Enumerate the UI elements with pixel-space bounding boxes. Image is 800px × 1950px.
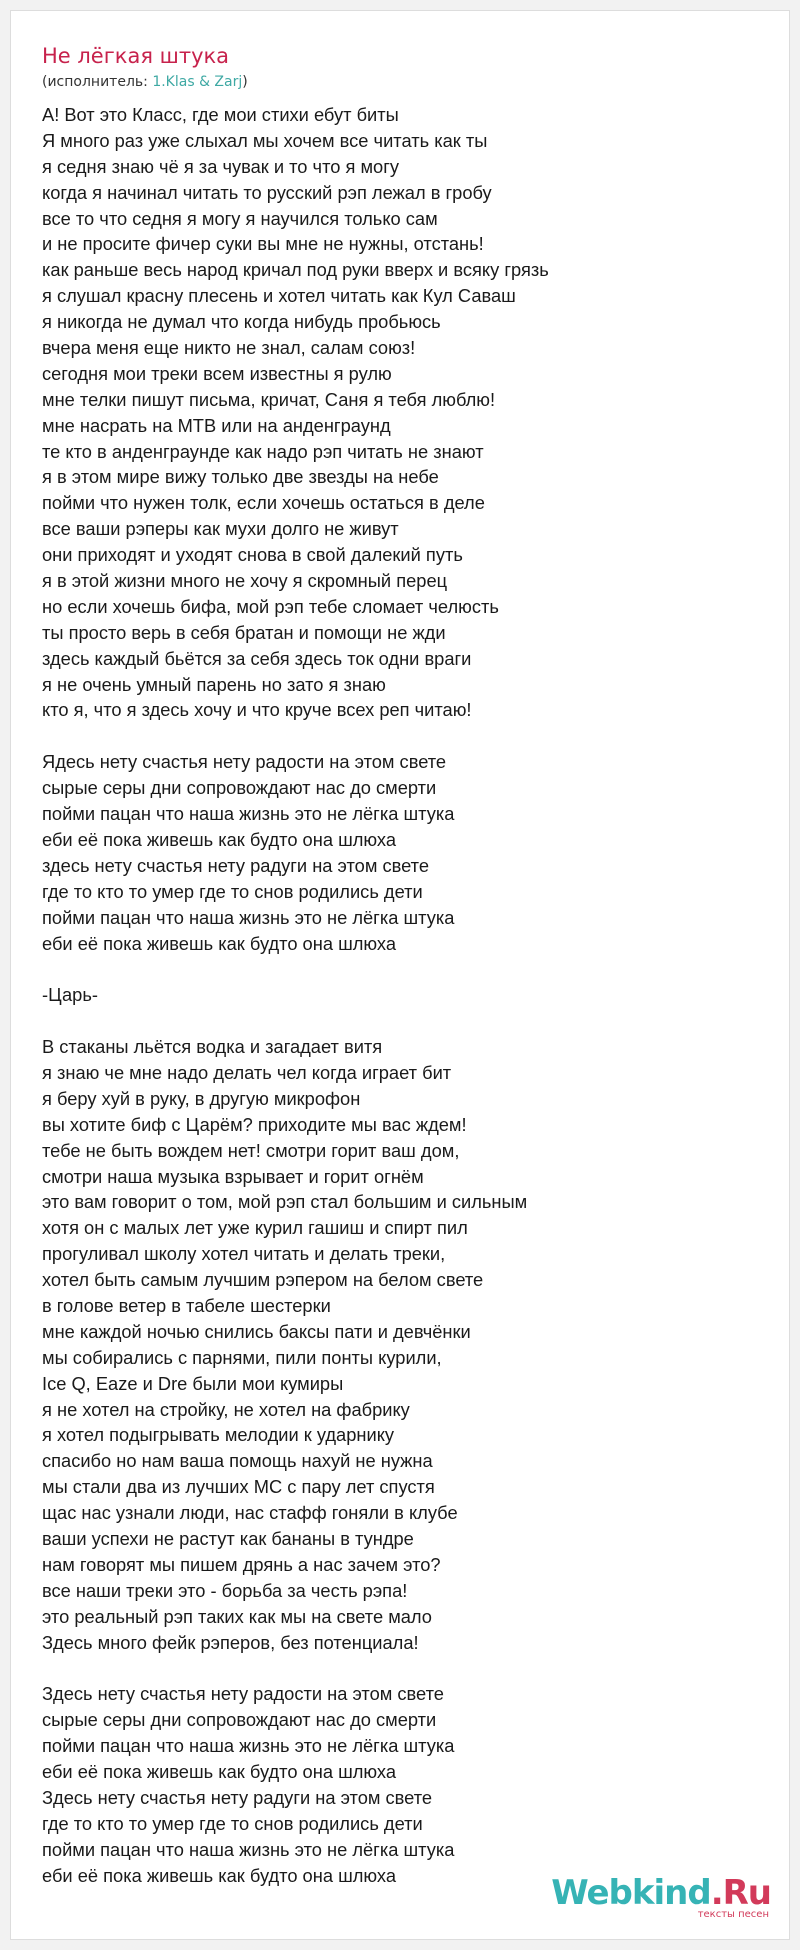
- lyric-line: все ваши рэперы как мухи долго не живут: [42, 518, 399, 540]
- lyric-line: еби её пока живешь как будто она шлюха: [42, 1864, 397, 1886]
- lyric-line: я никогда не думал что когда нибудь пробьюсь: [42, 311, 441, 333]
- lyric-line: сегодня мои треки всем известны я рулю: [42, 362, 392, 384]
- artist-link[interactable]: 1.Klas & Zarj: [152, 74, 243, 90]
- lyric-line: но если хочешь бифа, мой рэп тебе сломает челюсть: [42, 595, 499, 617]
- lyric-line: я в этой жизни много не хочу я скромный перец: [42, 570, 448, 592]
- lyric-line: мы собирались с парнями, пили понты курили,: [42, 1346, 442, 1368]
- lyric-line: я седня знаю чё я за чувак и то что я могу: [42, 155, 400, 177]
- lyric-line: те кто в анденграунде как надо рэп читать не знают: [42, 440, 484, 462]
- artist-line: [42, 73, 248, 91]
- lyric-line: В стаканы льётся водка и загадает витя: [42, 1036, 383, 1058]
- lyric-line: когда я начинал читать то русский рэп лежал в гробу: [42, 181, 492, 203]
- lyric-line: и не просите фичер суки вы мне не нужны, отстань!: [42, 233, 484, 255]
- lyric-line: как раньше весь народ кричал под руки вверх и всяку грязь: [42, 259, 549, 281]
- lyric-line: еби её пока живешь как будто она шлюха: [42, 932, 397, 954]
- lyric-line: хотел быть самым лучшим рэпером на белом свете: [42, 1269, 484, 1291]
- lyric-line: это реальный рэп таких как мы на свете мало: [42, 1605, 432, 1627]
- lyric-line: мы стали два из лучших МС с пару лет спустя: [42, 1476, 435, 1498]
- logo-tagline: тексты песен: [697, 1909, 769, 1920]
- lyric-line: ты просто верь в себя братан и помощи не жди: [42, 621, 446, 643]
- lyric-line: кто я, что я здесь хочу и что круче всех реп читаю!: [42, 699, 472, 721]
- lyric-line: они приходят и уходят снова в свой далекий путь: [42, 544, 463, 566]
- lyric-line: смотри наша музыка взрывает и горит огнём: [42, 1165, 424, 1187]
- lyric-line: Здесь нету счастья нету радости на этом свете: [42, 1683, 444, 1705]
- lyric-line: я беру хуй в руку, в другую микрофон: [42, 1087, 361, 1109]
- lyric-line: я не хотел на стройку, не хотел на фабрику: [42, 1398, 410, 1420]
- logo-name: Webkind: [551, 1873, 711, 1913]
- lyric-line: тебе не быть вождем нет! смотри горит ваш дом,: [42, 1139, 460, 1161]
- lyric-line: Здесь много фейк рэперов, без потенциала!: [42, 1631, 419, 1653]
- lyric-line: -Царь-: [42, 984, 98, 1006]
- lyric-line: еби её пока живешь как будто она шлюха: [42, 1761, 397, 1782]
- lyric-line: щас нас узнали люди, нас стафф гоняли в клубе: [42, 1502, 458, 1524]
- lyric-line: здесь каждый бьётся за себя здесь ток одни враги: [42, 647, 472, 669]
- lyric-line: еби её пока живешь как будто она шлюха: [42, 828, 397, 850]
- lyric-line: хотя он с малых лет уже курил гашиш и спирт пил: [42, 1217, 468, 1239]
- artist-prefix: (исполнитель:: [42, 74, 153, 90]
- lyric-line: А! Вот это Класс, где мои стихи ебут биты: [42, 104, 399, 125]
- lyric-line: Я много раз уже слыхал мы хочем все читать как ты: [42, 129, 488, 151]
- lyric-line: где то кто то умер где то снов родились дети: [42, 880, 423, 902]
- lyrics-body: [42, 102, 762, 1888]
- lyric-line: мне насрать на МТВ или на анденграунд: [42, 414, 391, 436]
- lyric-blank-line: [42, 1655, 762, 1681]
- lyric-line: я хотел подыгрывать мелодии к ударнику: [42, 1424, 395, 1446]
- lyric-line: пойми пацан что наша жизнь это не лёгка штука: [42, 1838, 455, 1860]
- lyric-line: мне телки пишут письма, кричат, Саня я тебя люблю!: [42, 388, 496, 410]
- song-title: Не лёгкая штука: [42, 44, 230, 68]
- lyric-line: где то кто то умер где то снов родились дети: [42, 1812, 423, 1834]
- lyric-line: это вам говорит о том, мой рэп стал большим и сильным: [42, 1191, 528, 1213]
- lyric-line: я знаю че мне надо делать чел когда играет бит: [42, 1061, 452, 1083]
- lyric-line: пойми пацан что наша жизнь это не лёгка штука: [42, 906, 455, 928]
- lyric-blank-line: [42, 956, 762, 982]
- lyric-line: я в этом мире вижу только две звезды на небе: [42, 466, 439, 488]
- lyric-line: пойми что нужен толк, если хочешь остаться в деле: [42, 492, 485, 514]
- lyric-line: Ядесь нету счастья нету радости на этом свете: [42, 751, 447, 773]
- lyric-line: я не очень умный парень но зато я знаю: [42, 673, 386, 695]
- logo-wordmark: [551, 1875, 771, 1911]
- lyric-line: все то что седня я могу я научился только сам: [42, 207, 438, 229]
- lyric-line: прогуливал школу хотел читать и делать треки,: [42, 1243, 446, 1265]
- lyric-line: в голове ветер в табеле шестерки: [42, 1294, 331, 1316]
- lyric-blank-line: [42, 1008, 762, 1034]
- lyric-line: вчера меня еще никто не знал, салам союз!: [42, 337, 416, 359]
- lyric-line: ваши успехи не растут как бананы в тундре: [42, 1527, 414, 1549]
- site-logo[interactable]: [551, 1875, 771, 1921]
- lyric-line: сырые серы дни сопровождают нас до смерти: [42, 777, 437, 799]
- artist-suffix: ): [242, 74, 248, 90]
- lyric-line: здесь нету счастья нету радуги на этом свете: [42, 854, 430, 876]
- lyric-line: все наши треки это - борьба за честь рэпа!: [42, 1579, 408, 1601]
- lyric-line: пойми пацан что наша жизнь это не лёгка штука: [42, 1735, 455, 1757]
- logo-domain: .Ru: [710, 1873, 771, 1913]
- lyric-line: нам говорят мы пишем дрянь а нас зачем это?: [42, 1553, 441, 1575]
- lyrics-page: [10, 10, 790, 1940]
- lyric-line: вы хотите биф с Царём? приходите мы вас ждем!: [42, 1113, 467, 1135]
- lyric-line: Ice Q, Eaze и Dre были мои кумиры: [42, 1372, 344, 1394]
- lyric-blank-line: [42, 723, 762, 749]
- lyric-line: пойми пацан что наша жизнь это не лёгка штука: [42, 803, 455, 825]
- lyric-line: спасибо но нам ваша помощь нахуй не нужна: [42, 1450, 433, 1472]
- lyric-line: мне каждой ночью снились баксы пати и девчёнки: [42, 1320, 471, 1342]
- lyric-line: Здесь нету счастья нету радуги на этом свете: [42, 1786, 433, 1808]
- lyric-line: я слушал красну плесень и хотел читать как Кул Саваш: [42, 285, 516, 307]
- lyric-line: сырые серы дни сопровождают нас до смерти: [42, 1709, 437, 1731]
